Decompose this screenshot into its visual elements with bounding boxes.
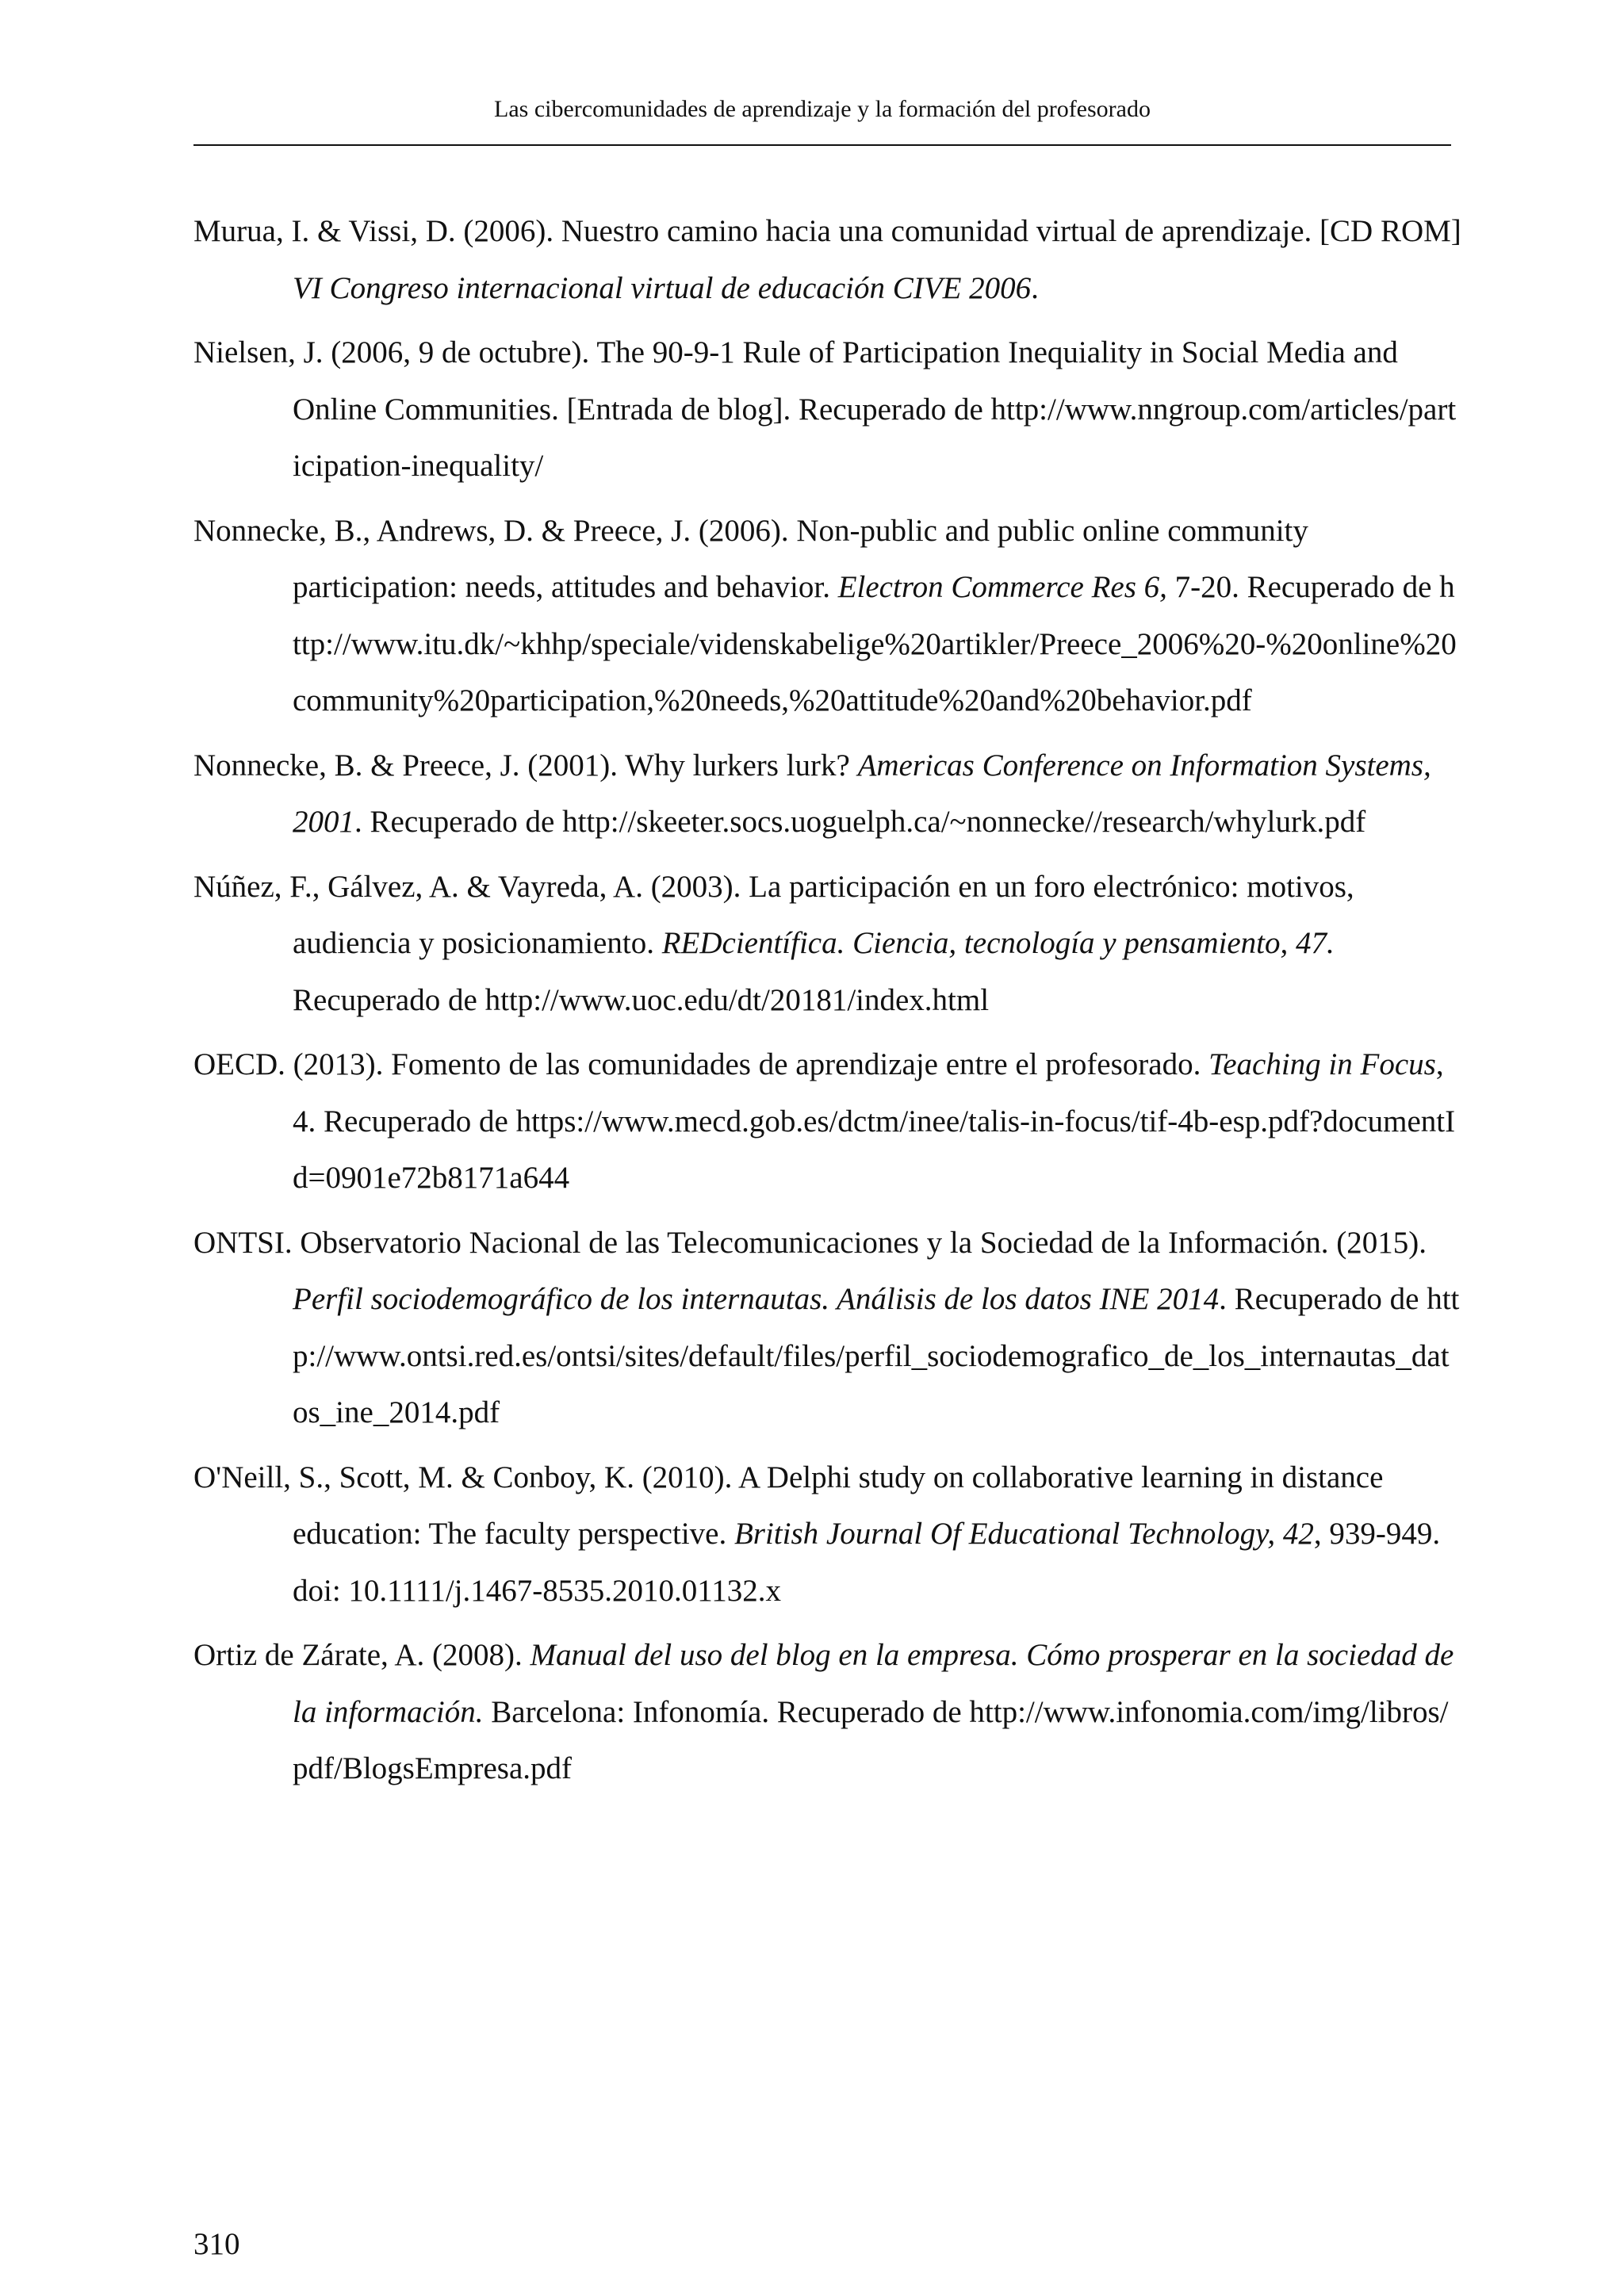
reference-details: . Recuperado de xyxy=(1219,1282,1427,1316)
reference-text: O'Neill, S., Scott, M. & Conboy, K. (2010). A Delphi study on collaborative learning in distance education: The faculty perspective. xyxy=(193,1460,1384,1551)
reference-details: . Recuperado de xyxy=(354,805,563,839)
reference-nonnecke-preece-2001 xyxy=(193,737,1462,851)
reference-url: http://www.infonomia.com/img/libros/pdf/BlogsEmpresa.pdf xyxy=(293,1694,1449,1785)
reference-oneill-scott-conboy-2010 xyxy=(193,1449,1462,1620)
reference-source-title: REDcientífica. Ciencia, tecnología y pensamiento, 47. xyxy=(661,926,1335,960)
reference-source-title: British Journal Of Educational Technology, 42 xyxy=(733,1517,1314,1551)
running-header-title: Las cibercomunidades de aprendizaje y la formación del profesorado xyxy=(494,96,1151,122)
reference-source-title: Americas Conference on Information Systems, 2001 xyxy=(293,748,1431,839)
reference-source-title: Teaching in Focus xyxy=(1208,1047,1436,1081)
reference-ortiz-de-zarate-2008 xyxy=(193,1627,1462,1797)
reference-source-title: Electron Commerce Res 6, xyxy=(837,570,1167,604)
reference-text: Ortiz de Zárate, A. (2008). xyxy=(193,1638,530,1672)
reference-details: Barcelona: Infonomía. Recuperado de xyxy=(483,1694,970,1729)
reference-list xyxy=(193,203,1462,1805)
reference-oecd-2013 xyxy=(193,1036,1462,1207)
reference-url: http://www.uoc.edu/dt/20181/index.html xyxy=(485,982,990,1017)
page-number: 310 xyxy=(193,2227,240,2261)
reference-details: 7-20. Recuperado de xyxy=(1166,570,1440,604)
reference-url: http://skeeter.socs.uoguelph.ca/~nonnecke//research/whylurk.pdf xyxy=(562,805,1366,839)
reference-url: http://www.nngroup.com/articles/participation-inequality/ xyxy=(293,392,1457,483)
reference-details: Recuperado de xyxy=(293,982,485,1017)
reference-text: OECD. (2013). Fomento de las comunidades de aprendizaje entre el profesorado. xyxy=(193,1047,1209,1081)
reference-text: Nonnecke, B. & Preece, J. (2001). Why lurkers lurk? xyxy=(193,748,858,783)
reference-source-title: VI Congreso internacional virtual de educación CIVE 2006 xyxy=(293,270,1032,305)
reference-text: Nielsen, J. (2006, 9 de octubre). The 90-9-1 Rule of Participation Inequiality in Social Media and Online Communities. [Entrada de blog]. Recuperado de xyxy=(193,335,1398,427)
reference-nunez-galvez-vayreda-2003 xyxy=(193,859,1462,1029)
reference-text: Núñez, F., Gálvez, A. & Vayreda, A. (2003). La participación en un foro electrónico: motivos, audiencia y posicionamiento. xyxy=(193,869,1354,960)
reference-murua-vissi-2006 xyxy=(193,203,1462,316)
reference-url: http://www.itu.dk/~khhp/speciale/videnskabelige%20artikler/Preece_2006%20-%20online%20community%20participation,%20needs,%20attitude%20and%20behavior.pdf xyxy=(293,570,1457,718)
header-divider xyxy=(193,144,1451,146)
reference-source-title: Perfil sociodemográfico de los internautas. Análisis de los datos INE 2014 xyxy=(293,1282,1220,1316)
reference-source-title: Manual del uso del blog en la empresa. Cómo prosperar en la sociedad de la información. xyxy=(293,1638,1454,1729)
reference-details: , 939-949. doi: 10.1111/j.1467-8535.2010.01132.x xyxy=(293,1517,1441,1608)
reference-text: ONTSI. Observatorio Nacional de las Telecomunicaciones y la Sociedad de la Información. (2015). xyxy=(193,1225,1427,1260)
reference-text: Murua, I. & Vissi, D. (2006). Nuestro camino hacia una comunidad virtual de aprendizaje. [CD ROM] xyxy=(193,214,1461,248)
reference-nielsen-2006 xyxy=(193,324,1462,495)
reference-url: https://www.mecd.gob.es/dctm/inee/talis-in-focus/tif-4b-esp.pdf?documentId=0901e72b8171a644 xyxy=(293,1104,1456,1195)
reference-ontsi-2015 xyxy=(193,1215,1462,1441)
reference-url: http://www.ontsi.red.es/ontsi/sites/default/files/perfil_sociodemografico_de_los_internautas_datos_ine_2014.pdf xyxy=(293,1282,1460,1429)
reference-nonnecke-andrews-preece-2006 xyxy=(193,503,1462,729)
reference-details: . xyxy=(1031,270,1039,305)
reference-text: Nonnecke, B., Andrews, D. & Preece, J. (2006). Non-public and public online community participation: needs, attitudes and behavior. xyxy=(193,513,1308,604)
reference-details: , 4. Recuperado de xyxy=(293,1047,1444,1138)
